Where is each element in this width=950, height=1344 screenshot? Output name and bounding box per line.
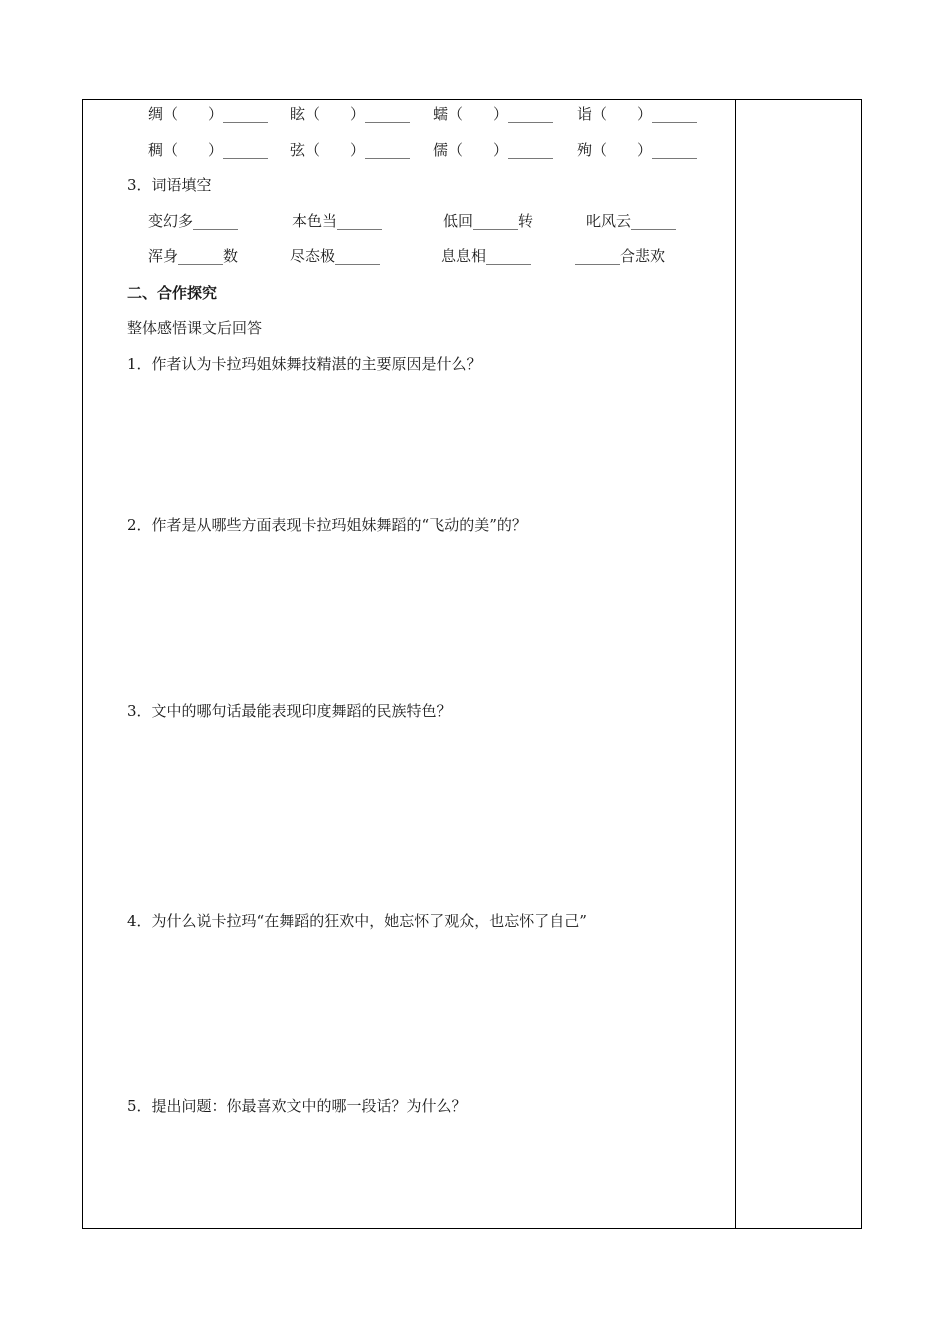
question-2: 2．作者是从哪些方面表现卡拉玛姐妹舞蹈的“飞动的美”的？ bbox=[127, 516, 527, 534]
word-fill-item: 变幻多______ bbox=[148, 212, 239, 230]
word-fill-item: 本色当______ bbox=[292, 212, 383, 230]
word-fill-item: ______合悲欢 bbox=[575, 247, 666, 265]
question-3: 3．文中的哪句话最能表现印度舞蹈的民族特色？ bbox=[127, 702, 452, 720]
section-heading: 二、合作探究 bbox=[127, 284, 218, 302]
question-5: 5．提出问题：你最喜欢文中的哪一段话？为什么？ bbox=[127, 1097, 467, 1115]
pinyin-item: 儒（ ）______ bbox=[433, 141, 554, 159]
word-fill-item: 低回______转 bbox=[443, 212, 534, 230]
section-3-title: 3．词语填空 bbox=[127, 176, 212, 194]
pinyin-item: 稠（ ）______ bbox=[148, 141, 269, 159]
word-fill-item: 叱风云______ bbox=[586, 212, 677, 230]
pinyin-item: 绸（ ）______ bbox=[148, 105, 269, 123]
pinyin-item: 弦（ ）______ bbox=[290, 141, 411, 159]
section-intro: 整体感悟课文后回答 bbox=[127, 319, 263, 337]
worksheet-table bbox=[82, 99, 862, 1229]
pinyin-item: 眩（ ）______ bbox=[290, 105, 411, 123]
word-fill-item: 息息相______ bbox=[441, 247, 532, 265]
notes-column-divider bbox=[735, 99, 736, 1229]
pinyin-item: 蠕（ ）______ bbox=[433, 105, 554, 123]
word-fill-item: 尽态极______ bbox=[290, 247, 381, 265]
pinyin-item: 诣（ ）______ bbox=[577, 105, 698, 123]
word-fill-item: 浑身______数 bbox=[148, 247, 239, 265]
pinyin-item: 殉（ ）______ bbox=[577, 141, 698, 159]
question-1: 1．作者认为卡拉玛姐妹舞技精湛的主要原因是什么？ bbox=[127, 355, 482, 373]
question-4: 4．为什么说卡拉玛“在舞蹈的狂欢中，她忘怀了观众，也忘怀了自己” bbox=[127, 912, 587, 930]
